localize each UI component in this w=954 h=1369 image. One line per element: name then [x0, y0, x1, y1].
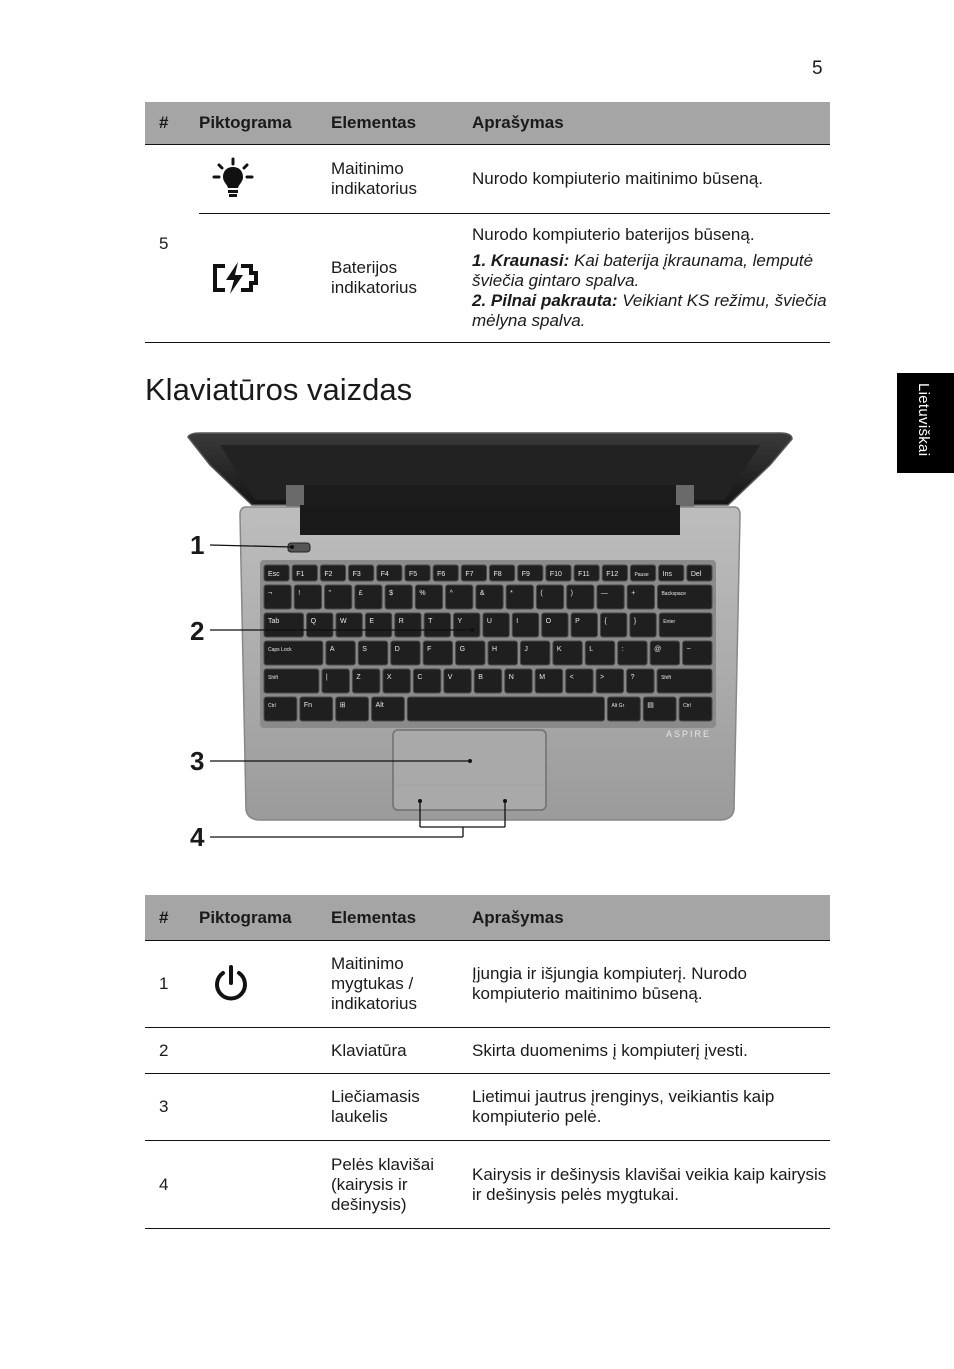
keyboard-key-label: ~	[686, 646, 691, 653]
element-description: Lietimui jautrus įrenginys, veikiantis kaip kompiuterio pelė.	[472, 1074, 830, 1141]
keyboard-key	[536, 585, 563, 609]
touchpad	[393, 730, 546, 810]
keyboard-key	[596, 669, 623, 693]
keyboard-key	[294, 585, 321, 609]
keyboard-key-label: {	[604, 618, 607, 625]
language-tab	[897, 373, 954, 473]
row-number: 4	[145, 1141, 199, 1229]
keyboard-key-label: @	[654, 646, 662, 653]
keyboard-key	[597, 585, 624, 609]
keyboard-key-label: ¬	[268, 590, 273, 597]
keyboard-key-label: ⊞	[339, 702, 346, 709]
brand-logo: ASPIRE	[666, 729, 712, 739]
keyboard-key	[423, 641, 452, 665]
keyboard-key	[444, 669, 471, 693]
table-row	[145, 1074, 830, 1141]
element-description: Skirta duomenims į kompiuterį įvesti.	[472, 1028, 830, 1074]
keyboard-key-label: Y	[457, 618, 463, 625]
keyboard-key-label: Backspace	[661, 591, 686, 597]
header-num: #	[145, 895, 199, 941]
keyboard-key-label: O	[545, 618, 552, 625]
keyboard-key-label: Ctrl	[683, 703, 691, 709]
keyboard-key	[336, 697, 369, 721]
keyboard-key	[643, 697, 676, 721]
keyboard-key-label: |	[325, 674, 328, 681]
keyboard-key	[505, 669, 532, 693]
keyboard-key-label: £	[358, 590, 363, 597]
keyboard-key	[446, 585, 473, 609]
keyboard-key-label: $	[389, 590, 393, 597]
keyboard-key-label: U	[486, 618, 492, 625]
callout-1: 1	[190, 530, 205, 560]
keyboard-key-label: S	[362, 646, 367, 653]
keyboard-key-label: Enter	[663, 619, 676, 625]
keyboard-key-label: G	[459, 646, 466, 653]
status-charging: 1. Kraunasi: Kai baterija įkraunama, lemputė šviečia gintaro spalva.	[472, 251, 814, 290]
keyboard-key-label: H	[492, 646, 498, 653]
keyboard-key-label: E	[369, 618, 375, 625]
element-description: Nurodo kompiuterio baterijos būseną.	[472, 225, 755, 244]
header-description: Aprašymas	[472, 895, 830, 941]
keyboard-key	[657, 669, 712, 693]
keyboard-key-label: F1	[296, 571, 305, 578]
keyboard-key	[383, 669, 410, 693]
keyboard-key-label: B	[478, 674, 483, 681]
keyboard-key-label: }	[633, 618, 637, 625]
keyboard-key	[300, 697, 333, 721]
keyboard-key	[358, 641, 387, 665]
keyboard-key	[650, 641, 679, 665]
page-number: 5	[812, 58, 823, 79]
keyboard-key	[627, 585, 654, 609]
keyboard-key-label: A	[329, 646, 335, 653]
keyboard-key-label: Ctrl	[268, 703, 276, 709]
keyboard-key-label: R	[398, 618, 404, 625]
keyboard-key-label: T	[428, 618, 433, 625]
keyboard-key	[264, 585, 291, 609]
keyboard-key-label: F7	[465, 571, 474, 578]
header-icon: Piktograma	[199, 102, 331, 145]
keyboard-key-label: Tab	[268, 618, 280, 625]
keyboard-key-label: )	[570, 590, 574, 597]
header-element: Elementas	[331, 102, 472, 145]
row-number: 2	[145, 1028, 199, 1074]
keyboard-key-label: %	[419, 590, 426, 597]
keyboard-key	[512, 613, 538, 637]
element-description: Įjungia ir išjungia kompiuterį. Nurodo kompiuterio maitinimo būseną.	[472, 941, 830, 1028]
table-row	[145, 214, 830, 343]
keyboard-key	[391, 641, 420, 665]
power-button-icon	[211, 964, 251, 1004]
table-row	[145, 145, 830, 214]
callout-2: 2	[190, 616, 205, 646]
row-number: 5	[145, 145, 199, 343]
language-tab-label: Lietuviškai	[915, 383, 932, 457]
table-header-row	[145, 102, 830, 145]
keyboard-key	[352, 669, 379, 693]
keyboard-key	[600, 613, 626, 637]
keyboard-key-label: "	[328, 590, 332, 597]
table-row	[145, 1028, 830, 1074]
keyboard-key-label: F4	[380, 571, 389, 578]
keyboard-key-label: —	[600, 590, 608, 597]
keyboard-key	[415, 585, 442, 609]
status-full: 2. Pilnai pakrauta: Veikiant KS režimu, šviečia mėlyna spalva.	[472, 291, 827, 330]
keyboard-key	[627, 669, 654, 693]
element-name: Maitinimo mygtukas / indikatorius	[331, 941, 472, 1028]
keyboard-key-label: Shift	[268, 675, 279, 681]
header-description: Aprašymas	[472, 102, 830, 145]
keyboard-key-label: F5	[408, 571, 418, 578]
keyboard-key-label: ▤	[647, 702, 654, 709]
keyboard-key	[322, 669, 349, 693]
keyboard-key	[336, 613, 362, 637]
keyboard-key	[630, 613, 656, 637]
keyboard-key	[264, 697, 297, 721]
element-name: Liečiamasis laukelis	[331, 1074, 472, 1141]
keyboard-key-label: Caps Lock	[268, 647, 292, 653]
table-row	[145, 941, 830, 1028]
keyboard-key-label: N	[508, 674, 514, 681]
keyboard-key-label: +	[631, 590, 636, 597]
keyboard-key	[571, 613, 597, 637]
battery-charging-icon	[211, 260, 261, 296]
keyboard-key	[456, 641, 485, 665]
keyboard-key-label: F3	[352, 571, 361, 578]
keyboard-key-label: !	[298, 590, 301, 597]
keyboard-key	[474, 669, 501, 693]
keyboard-key-label: F	[427, 646, 432, 653]
callout-3: 3	[190, 746, 205, 776]
keyboard-key	[679, 697, 712, 721]
keyboard-key	[567, 585, 594, 609]
keyboard-parts-table	[145, 895, 830, 1229]
keyboard-key	[395, 613, 421, 637]
keyboard-key-label: (	[540, 590, 543, 597]
indicator-table	[145, 102, 830, 343]
keyboard-key-label: Z	[356, 674, 361, 681]
keyboard-key-label: &	[479, 590, 485, 597]
keyboard-key	[488, 641, 517, 665]
keyboard-key-label: Ins	[662, 571, 672, 578]
keyboard-key	[264, 641, 323, 665]
keyboard-key-label: Shift	[661, 675, 672, 681]
element-name: Pelės klavišai (kairysis ir dešinysis)	[331, 1141, 472, 1229]
table-row	[145, 1141, 830, 1229]
row-number: 3	[145, 1074, 199, 1141]
power-indicator-light-icon	[211, 157, 255, 201]
keyboard-key-label: *	[510, 590, 513, 597]
keyboard-key-label: ?	[630, 674, 635, 681]
keyboard-key	[424, 613, 450, 637]
keyboard-key	[566, 669, 593, 693]
table-header-row	[145, 895, 830, 941]
keyboard-key-label: Pause	[634, 572, 649, 578]
keyboard-key	[325, 585, 352, 609]
keyboard-key-label: W	[339, 618, 347, 625]
row-number: 1	[145, 941, 199, 1028]
keyboard-key-label: <	[569, 674, 574, 681]
keyboard-key-label: D	[394, 646, 400, 653]
element-name: Baterijos indikatorius	[331, 214, 472, 343]
keyboard-key-label: M	[539, 674, 546, 681]
keyboard-key	[506, 585, 533, 609]
element-description: Kairysis ir dešinysis klavišai veikia kaip kairysis ir dešinysis pelės mygtukai.	[472, 1141, 830, 1229]
keyboard-key	[326, 641, 355, 665]
section-title: Klaviatūros vaizdas	[145, 372, 413, 407]
element-name: Klaviatūra	[331, 1028, 472, 1074]
keyboard-key-label: X	[386, 674, 392, 681]
keyboard-key-label: I	[516, 618, 519, 625]
keyboard-key-label: Esc	[268, 571, 280, 578]
keyboard-key	[264, 669, 319, 693]
keyboard-key-label: F10	[549, 571, 562, 578]
keyboard-key	[520, 641, 549, 665]
laptop-top-view	[180, 425, 800, 845]
keyboard-key	[413, 669, 440, 693]
keyboard-key-label: Alt Gr	[611, 703, 625, 709]
keyboard-key	[553, 641, 582, 665]
keyboard-key	[454, 613, 480, 637]
keyboard-key	[385, 585, 412, 609]
keyboard-key	[659, 613, 712, 637]
keyboard-key-label: F2	[324, 571, 333, 578]
keyboard-key	[407, 697, 604, 721]
keyboard-key	[542, 613, 568, 637]
element-description: Nurodo kompiuterio maitinimo būseną.	[472, 145, 830, 214]
keyboard-key-label: ^	[449, 590, 453, 597]
keyboard-key	[264, 613, 304, 637]
keyboard-key-label: P	[575, 618, 580, 625]
keyboard-key-label: L	[589, 646, 594, 653]
keyboard-key	[618, 641, 647, 665]
keyboard-key	[372, 697, 405, 721]
keyboard-key	[355, 585, 382, 609]
keyboard-key-label: Del	[690, 571, 702, 578]
keyboard-key-label: Alt	[375, 702, 384, 709]
keyboard-key-label: :	[621, 646, 624, 653]
keyboard	[264, 565, 712, 721]
keyboard-key-label: V	[447, 674, 453, 681]
keyboard-key-label: J	[524, 646, 528, 653]
keyboard-key-label: F9	[521, 571, 530, 578]
callout-4: 4	[190, 822, 205, 852]
keyboard-key	[683, 641, 712, 665]
keyboard-key-label: F8	[493, 571, 502, 578]
keyboard-key-label: Q	[310, 618, 317, 625]
keyboard-key-label: F11	[578, 571, 590, 578]
keyboard-key	[483, 613, 509, 637]
keyboard-key-label: F12	[606, 571, 619, 578]
keyboard-key	[607, 697, 640, 721]
keyboard-key	[657, 585, 712, 609]
keyboard-key-label: C	[417, 674, 423, 681]
element-name: Maitinimo indikatorius	[331, 145, 472, 214]
keyboard-key	[585, 641, 614, 665]
keyboard-key	[307, 613, 333, 637]
keyboard-key-label: >	[600, 674, 605, 681]
keyboard-key	[535, 669, 562, 693]
keyboard-key	[365, 613, 391, 637]
keyboard-key-label: F6	[437, 571, 446, 578]
header-num: #	[145, 102, 199, 145]
keyboard-key	[476, 585, 503, 609]
keyboard-key-label: Fn	[303, 702, 313, 709]
header-icon: Piktograma	[199, 895, 331, 941]
keyboard-key-label: K	[556, 646, 562, 653]
header-element: Elementas	[331, 895, 472, 941]
